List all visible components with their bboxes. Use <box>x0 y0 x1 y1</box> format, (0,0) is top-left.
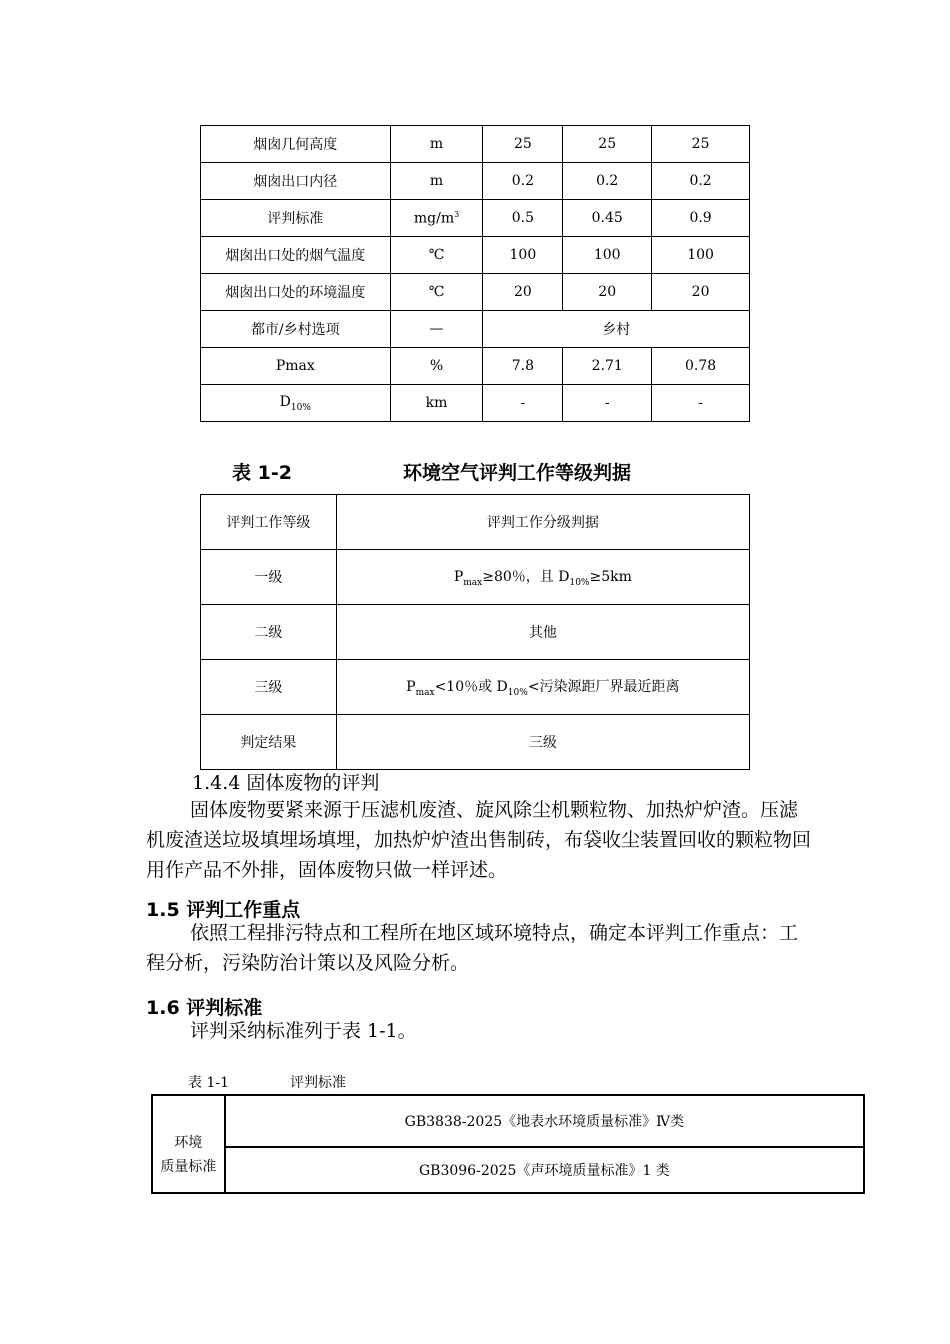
value-cell: 100 <box>563 237 652 274</box>
section-1-5-paragraph: 依照工程排污特点和工程所在地区域环境特点，确定本评判工作重点：工程分析，污染防治计策以及风险分析。 <box>146 922 799 974</box>
table-row <box>201 605 750 660</box>
table-1-1-number: 表 1-1 <box>188 1075 229 1091</box>
param-label-cell: 都市/乡村选项 <box>201 311 391 348</box>
table-row <box>201 550 750 605</box>
param-label-cell: 烟囱出口处的烟气温度 <box>201 237 391 274</box>
parameters-table <box>200 125 750 422</box>
param-label-cell: Pmax <box>201 348 391 385</box>
unit-cell: m <box>390 126 483 163</box>
standard-cell: GB3838-2025《地表水环境质量标准》Ⅳ类 <box>225 1095 864 1147</box>
section-1-6-title: 1.6 评判标准 <box>146 997 263 1019</box>
value-cell: 0.9 <box>652 200 750 237</box>
criteria-cell: 三级 <box>336 715 749 770</box>
table-row <box>201 200 750 237</box>
table-row <box>201 126 750 163</box>
unit-cell: $mg/m^3$ <box>390 200 483 237</box>
value-cell: 25 <box>483 126 563 163</box>
standards-table <box>151 1094 865 1194</box>
value-cell: 20 <box>483 274 563 311</box>
unit-cell: m <box>390 163 483 200</box>
value-cell: - <box>563 385 652 422</box>
table-row <box>152 1095 864 1147</box>
param-label-cell: 烟囱出口内径 <box>201 163 391 200</box>
value-cell: 乡村 <box>483 311 750 348</box>
param-label-cell: $D_{10\%}$ <box>201 385 391 422</box>
param-label-cell: 烟囱几何高度 <box>201 126 391 163</box>
value-cell: 0.2 <box>652 163 750 200</box>
table-1-2-title: 环境空气评判工作等级判据 <box>403 462 632 484</box>
criteria-cell: 其他 <box>336 605 749 660</box>
category-line-2: 质量标准 <box>160 1159 217 1175</box>
grade-cell: 一级 <box>201 550 337 605</box>
table-header-row <box>201 495 750 550</box>
category-cell <box>152 1095 225 1193</box>
value-cell: 7.8 <box>483 348 563 385</box>
section-1-6-paragraph: 评判采纳标准列于表 1-1。 <box>190 1020 417 1042</box>
table-row <box>201 660 750 715</box>
unit-cell: km <box>390 385 483 422</box>
grade-cell: 判定结果 <box>201 715 337 770</box>
unit-cell: ℃ <box>390 237 483 274</box>
unit-cell: % <box>390 348 483 385</box>
value-cell: - <box>652 385 750 422</box>
table-row <box>201 274 750 311</box>
category-line-1: 环境 <box>174 1135 203 1151</box>
table-row <box>201 163 750 200</box>
value-cell: - <box>483 385 563 422</box>
table-row <box>201 237 750 274</box>
value-cell: 0.78 <box>652 348 750 385</box>
section-1-5-title: 1.5 评判工作重点 <box>146 899 301 921</box>
table-row <box>201 348 750 385</box>
value-cell: 0.2 <box>563 163 652 200</box>
grade-cell: 三级 <box>201 660 337 715</box>
value-cell: 2.71 <box>563 348 652 385</box>
standard-cell: GB3096-2025《声环境质量标准》1 类 <box>225 1147 864 1193</box>
criteria-cell: $P_{max}\ge 80$％，且 $D_{10\%}\ge 5km$ <box>336 550 749 605</box>
unit-cell: — <box>390 311 483 348</box>
value-cell: 0.5 <box>483 200 563 237</box>
value-cell: 20 <box>652 274 750 311</box>
section-1-4-4-title: 1.4.4 固体废物的评判 <box>192 772 380 794</box>
value-cell: 20 <box>563 274 652 311</box>
value-cell: 25 <box>652 126 750 163</box>
value-cell: 0.2 <box>483 163 563 200</box>
value-cell: 25 <box>563 126 652 163</box>
table-1-1-title: 评判标准 <box>290 1075 346 1091</box>
header-grade: 评判工作等级 <box>201 495 337 550</box>
grade-criteria-table <box>200 494 750 770</box>
value-cell: 100 <box>652 237 750 274</box>
unit-cell: ℃ <box>390 274 483 311</box>
section-1-4-4-paragraph: 固体废物要紧来源于压滤机废渣、旋风除尘机颗粒物、加热炉炉渣。压滤机废渣送垃圾填埋场填埋，加热炉炉渣出售制砖，布袋收尘装置回收的颗粒物回用作产品不外排，固体废物只做一样评述。 <box>146 799 812 881</box>
table-row <box>201 715 750 770</box>
param-label-cell: 评判标准 <box>201 200 391 237</box>
criteria-cell: $P_{max}<10$％或 $D_{10\%}<$污染源距厂界最近距离 <box>336 660 749 715</box>
grade-cell: 二级 <box>201 605 337 660</box>
param-label-cell: 烟囱出口处的环境温度 <box>201 274 391 311</box>
table-row <box>152 1147 864 1193</box>
table-row <box>201 311 750 348</box>
table-row <box>201 385 750 422</box>
value-cell: 0.45 <box>563 200 652 237</box>
table-1-2-number: 表 1-2 <box>232 462 292 484</box>
value-cell: 100 <box>483 237 563 274</box>
header-criteria: 评判工作分级判据 <box>336 495 749 550</box>
